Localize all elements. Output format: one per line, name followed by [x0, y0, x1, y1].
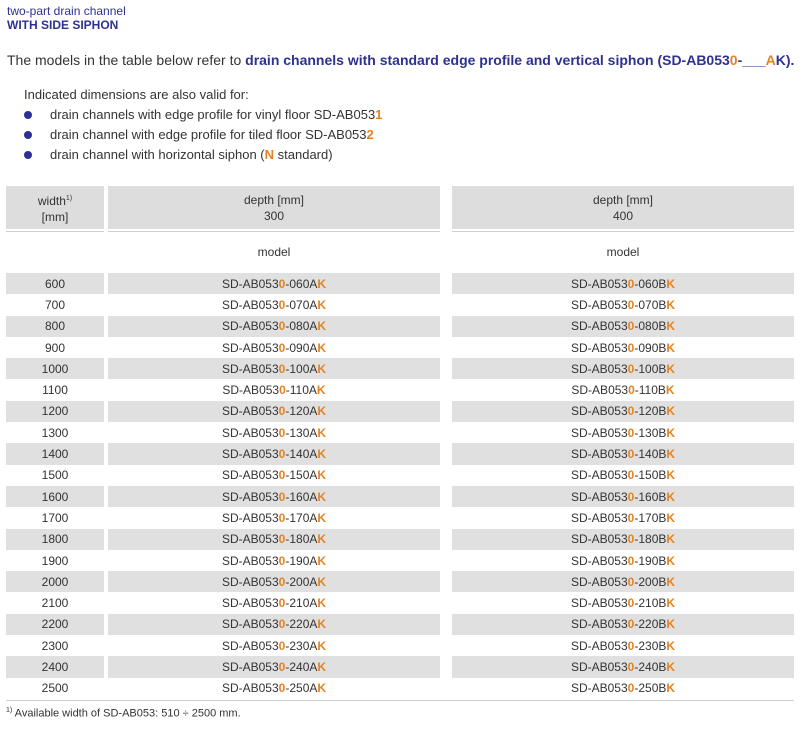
- model-mid: -220A: [285, 617, 318, 632]
- cell-width: 1300: [41, 425, 69, 440]
- cell-model-400: [452, 316, 794, 337]
- model-prefix: SD-AB053: [570, 596, 628, 611]
- model-mid: -180A: [285, 532, 318, 547]
- intro-prefix: The models in the table below refer to: [7, 52, 246, 68]
- model-mid: -190A: [285, 553, 318, 568]
- model-mid: -210A: [285, 596, 318, 611]
- model-highlight: 0: [627, 340, 635, 355]
- model-suffix-k: K: [666, 404, 676, 419]
- model-prefix: SD-AB053: [221, 681, 279, 696]
- model-suffix-k: K: [317, 447, 327, 462]
- model-highlight: 0: [627, 489, 635, 504]
- model-suffix-k: K: [666, 596, 676, 611]
- intro-bold-mid: -___: [737, 52, 766, 68]
- cell-model-400: [452, 635, 794, 656]
- model-highlight: 0: [628, 383, 635, 398]
- model-highlight: 0: [278, 532, 286, 547]
- model-highlight: 0: [278, 340, 286, 355]
- table-row: [6, 443, 794, 464]
- model-highlight: 0: [278, 489, 286, 504]
- model-prefix: SD-AB053: [570, 638, 628, 653]
- model-suffix-k: K: [317, 340, 327, 355]
- header-depth-label: depth [mm]: [592, 192, 654, 207]
- model-suffix-k: K: [317, 361, 327, 376]
- model-mid: -230B: [634, 638, 667, 653]
- model-mid: -130B: [634, 425, 667, 440]
- cell-width: 1200: [6, 401, 104, 422]
- model-prefix: SD-AB053: [570, 553, 628, 568]
- model-highlight: 0: [278, 574, 286, 589]
- model-prefix: SD-AB053: [570, 617, 628, 632]
- table-row: [6, 614, 794, 635]
- cell-width: 2300: [41, 638, 69, 653]
- model-suffix-k: K: [666, 638, 676, 653]
- model-highlight: 0: [278, 659, 286, 674]
- model-mid: -080A: [285, 319, 318, 334]
- model-highlight: 0: [627, 659, 635, 674]
- model-suffix-k: K: [666, 297, 676, 312]
- section-title: WITH SIDE SIPHON: [7, 18, 119, 32]
- model-suffix-k: K: [666, 617, 676, 632]
- model-suffix-k: K: [317, 489, 327, 504]
- cell-width: 1800: [6, 529, 104, 550]
- model-prefix: SD-AB053: [570, 510, 628, 525]
- footnote-mark: 1): [6, 707, 13, 714]
- cell-width: 1500: [41, 468, 69, 483]
- cell-model-300: [108, 379, 440, 400]
- model-table: [6, 186, 794, 701]
- model-suffix-k: K: [666, 447, 676, 462]
- model-highlight: 0: [278, 553, 286, 568]
- validity-item-suffix: standard): [274, 147, 333, 162]
- model-highlight: 0: [627, 447, 635, 462]
- cell-model-400: [452, 294, 794, 315]
- cell-width: 2000: [6, 571, 104, 592]
- validity-item-text: drain channel with edge profile for tiled floor SD-AB053: [50, 127, 367, 142]
- table-row: [6, 550, 794, 571]
- model-prefix: SD-AB053: [570, 340, 628, 355]
- model-mid: -190B: [634, 553, 667, 568]
- cell-width: 2500: [41, 681, 69, 696]
- cell-model-300: [108, 358, 440, 379]
- cell-width: 1900: [41, 553, 69, 568]
- cell-model-400: [452, 678, 794, 699]
- intro-bold-end: K).: [775, 52, 795, 68]
- model-mid: -250B: [634, 681, 667, 696]
- validity-item-highlight: N: [264, 147, 275, 162]
- model-suffix-k: K: [666, 510, 676, 525]
- model-prefix: SD-AB053: [221, 532, 279, 547]
- model-prefix: SD-AB053: [570, 404, 628, 419]
- cell-width: 700: [44, 297, 66, 312]
- model-highlight: 0: [627, 425, 635, 440]
- model-prefix: SD-AB053: [570, 447, 628, 462]
- model-suffix-k: K: [666, 276, 676, 291]
- model-suffix-k: K: [666, 340, 676, 355]
- model-suffix-k: K: [317, 510, 327, 525]
- table-row: [6, 358, 794, 379]
- table-row: [6, 529, 794, 550]
- model-mid: -220B: [634, 617, 667, 632]
- model-highlight: 0: [627, 510, 635, 525]
- model-prefix: SD-AB053: [221, 319, 279, 334]
- cell-model-300: [108, 656, 440, 677]
- cell-model-300: [108, 465, 440, 486]
- cell-model-300: [108, 443, 440, 464]
- header-width-label: width: [37, 193, 66, 208]
- model-suffix-k: K: [317, 404, 327, 419]
- model-mid: -210B: [634, 596, 667, 611]
- cell-model-400: [452, 273, 794, 294]
- subheader-model-400: model: [452, 231, 794, 271]
- validity-item-highlight: 2: [366, 127, 374, 142]
- model-suffix-k: K: [317, 617, 327, 632]
- validity-list: [24, 105, 382, 165]
- model-mid: -150A: [285, 468, 318, 483]
- model-mid: -200B: [634, 574, 667, 589]
- model-prefix: SD-AB053: [221, 553, 279, 568]
- validity-heading: Indicated dimensions are also valid for:: [24, 87, 249, 102]
- model-suffix-k: K: [666, 489, 676, 504]
- model-highlight: 0: [278, 681, 286, 696]
- model-highlight: 0: [278, 361, 286, 376]
- model-prefix: SD-AB053: [571, 383, 629, 398]
- table-row: [6, 635, 794, 656]
- model-mid: -240B: [634, 659, 667, 674]
- cell-model-400: [452, 401, 794, 422]
- model-suffix-k: K: [317, 681, 327, 696]
- model-highlight: 0: [278, 617, 286, 632]
- intro-bold-text: drain channels with standard edge profile and vertical siphon (SD-AB053: [245, 52, 730, 68]
- model-mid: -090B: [634, 340, 667, 355]
- model-suffix-k: K: [666, 681, 676, 696]
- model-suffix-k: K: [317, 659, 327, 674]
- model-suffix-k: K: [666, 659, 676, 674]
- cell-model-300: [108, 507, 440, 528]
- validity-item: [24, 125, 382, 145]
- cell-model-400: [452, 614, 794, 635]
- table-body: [6, 273, 794, 699]
- cell-model-400: [452, 529, 794, 550]
- model-highlight: 0: [627, 617, 635, 632]
- model-prefix: SD-AB053: [570, 489, 628, 504]
- cell-model-400: [452, 550, 794, 571]
- model-mid: -160B: [634, 489, 667, 504]
- cell-model-400: [452, 422, 794, 443]
- cell-model-400: [452, 443, 794, 464]
- model-prefix: SD-AB053: [570, 659, 628, 674]
- table-row: [6, 678, 794, 699]
- table-bottom-rule: [6, 700, 794, 701]
- cell-model-300: [108, 592, 440, 613]
- footnote-text: Available width of SD-AB053: 510 ÷ 2500 mm.: [12, 707, 241, 720]
- cell-model-300: [108, 273, 440, 294]
- table-row: [6, 273, 794, 294]
- header-depth-400: [452, 186, 794, 229]
- intro-highlight-a: A: [765, 52, 776, 68]
- cell-width: 800: [6, 316, 104, 337]
- model-highlight: 0: [627, 596, 635, 611]
- intro-highlight-0: 0: [729, 52, 738, 68]
- model-prefix: SD-AB053: [221, 574, 279, 589]
- cell-width: 1700: [41, 510, 69, 525]
- model-mid: -240A: [285, 659, 318, 674]
- model-suffix-k: K: [316, 383, 326, 398]
- model-suffix-k: K: [317, 276, 327, 291]
- validity-item: [24, 105, 382, 125]
- subheader-empty: [6, 231, 104, 271]
- model-mid: -070B: [634, 297, 667, 312]
- model-mid: -100B: [634, 361, 667, 376]
- model-prefix: SD-AB053: [221, 447, 279, 462]
- model-prefix: SD-AB053: [570, 681, 628, 696]
- model-prefix: SD-AB053: [570, 425, 628, 440]
- cell-model-400: [452, 571, 794, 592]
- model-highlight: 0: [278, 596, 286, 611]
- table-row: [6, 401, 794, 422]
- cell-model-300: [108, 529, 440, 550]
- model-prefix: SD-AB053: [570, 297, 628, 312]
- header-depth-value: 300: [263, 208, 285, 223]
- table-row: [6, 379, 794, 400]
- table-row: [6, 592, 794, 613]
- subheader-model-300: model: [108, 231, 440, 271]
- table-row: [6, 656, 794, 677]
- cell-model-400: [452, 337, 794, 358]
- model-mid: -250A: [285, 681, 318, 696]
- model-highlight: 0: [627, 532, 635, 547]
- model-prefix: SD-AB053: [221, 659, 279, 674]
- cell-model-400: [452, 592, 794, 613]
- table-row: [6, 422, 794, 443]
- model-highlight: 0: [278, 447, 286, 462]
- model-highlight: 0: [627, 319, 635, 334]
- model-suffix-k: K: [666, 425, 676, 440]
- intro-paragraph: [7, 51, 794, 69]
- model-mid: -140A: [285, 447, 318, 462]
- model-mid: -120B: [634, 404, 667, 419]
- model-highlight: 0: [627, 468, 635, 483]
- header-depth-300: [108, 186, 440, 229]
- section-subtitle: two-part drain channel: [7, 4, 126, 18]
- model-highlight: 0: [627, 574, 635, 589]
- cell-model-300: [108, 337, 440, 358]
- model-highlight: 0: [278, 510, 286, 525]
- cell-width: 2100: [41, 596, 69, 611]
- cell-model-400: [452, 465, 794, 486]
- model-mid: -070A: [285, 297, 318, 312]
- model-mid: -170A: [285, 510, 318, 525]
- header-width-unit: [mm]: [41, 209, 69, 224]
- model-mid: -160A: [285, 489, 318, 504]
- model-highlight: 0: [278, 638, 286, 653]
- model-mid: -090A: [285, 340, 318, 355]
- model-suffix-k: K: [317, 468, 327, 483]
- model-mid: -100A: [285, 361, 318, 376]
- cell-model-400: [452, 379, 794, 400]
- model-prefix: SD-AB053: [221, 510, 279, 525]
- model-prefix: SD-AB053: [221, 617, 279, 632]
- validity-item: [24, 145, 382, 165]
- model-suffix-k: K: [317, 532, 327, 547]
- model-highlight: 0: [278, 468, 286, 483]
- cell-model-300: [108, 614, 440, 635]
- model-highlight: 0: [627, 297, 635, 312]
- model-mid: -170B: [634, 510, 667, 525]
- model-mid: -110A: [285, 383, 317, 398]
- model-suffix-k: K: [666, 361, 676, 376]
- model-prefix: SD-AB053: [221, 297, 279, 312]
- model-highlight: 0: [627, 553, 635, 568]
- model-highlight: 0: [627, 276, 635, 291]
- header-depth-label: depth [mm]: [243, 192, 305, 207]
- table-row: [6, 507, 794, 528]
- model-prefix: SD-AB053: [221, 489, 279, 504]
- table-row: [6, 571, 794, 592]
- cell-model-400: [452, 507, 794, 528]
- model-prefix: SD-AB053: [221, 596, 279, 611]
- model-prefix: SD-AB053: [221, 425, 279, 440]
- model-suffix-k: K: [317, 297, 327, 312]
- model-suffix-k: K: [317, 553, 327, 568]
- cell-model-300: [108, 678, 440, 699]
- table-header-row: [6, 186, 794, 229]
- model-highlight: 0: [627, 404, 635, 419]
- cell-model-300: [108, 401, 440, 422]
- model-suffix-k: K: [317, 574, 327, 589]
- model-prefix: SD-AB053: [221, 276, 279, 291]
- model-prefix: SD-AB053: [221, 340, 279, 355]
- model-mid: -120A: [285, 404, 318, 419]
- model-prefix: SD-AB053: [221, 361, 279, 376]
- table-row: [6, 316, 794, 337]
- model-mid: -140B: [634, 447, 667, 462]
- model-prefix: SD-AB053: [570, 319, 628, 334]
- model-mid: -110B: [634, 383, 666, 398]
- cell-width: 1100: [42, 383, 68, 398]
- model-mid: -080B: [634, 319, 667, 334]
- model-suffix-k: K: [317, 638, 327, 653]
- model-suffix-k: K: [666, 574, 676, 589]
- model-suffix-k: K: [317, 319, 327, 334]
- model-suffix-k: K: [665, 383, 675, 398]
- model-prefix: SD-AB053: [570, 468, 628, 483]
- model-highlight: 0: [279, 383, 286, 398]
- model-mid: -150B: [634, 468, 667, 483]
- table-row: [6, 486, 794, 507]
- model-highlight: 0: [278, 404, 286, 419]
- cell-model-300: [108, 550, 440, 571]
- table-row: [6, 337, 794, 358]
- header-width: [6, 186, 104, 229]
- model-suffix-k: K: [666, 553, 676, 568]
- model-highlight: 0: [278, 297, 286, 312]
- bullet-icon: [24, 131, 32, 139]
- table-subheader-row: [6, 231, 794, 271]
- cell-width: 600: [6, 273, 104, 294]
- validity-item-text: drain channel with horizontal siphon (: [50, 147, 265, 162]
- cell-model-300: [108, 635, 440, 656]
- model-highlight: 0: [278, 319, 286, 334]
- cell-model-400: [452, 486, 794, 507]
- table-row: [6, 465, 794, 486]
- model-prefix: SD-AB053: [570, 276, 628, 291]
- model-highlight: 0: [627, 681, 635, 696]
- model-mid: -130A: [285, 425, 318, 440]
- cell-model-300: [108, 316, 440, 337]
- model-highlight: 0: [278, 276, 286, 291]
- cell-width: 900: [44, 340, 66, 355]
- model-highlight: 0: [278, 425, 286, 440]
- model-suffix-k: K: [666, 468, 676, 483]
- cell-model-400: [452, 358, 794, 379]
- table-row: [6, 294, 794, 315]
- validity-item-highlight: 1: [375, 107, 383, 122]
- model-prefix: SD-AB053: [221, 468, 279, 483]
- model-suffix-k: K: [317, 425, 327, 440]
- bullet-icon: [24, 111, 32, 119]
- model-prefix: SD-AB053: [570, 532, 628, 547]
- model-mid: -200A: [285, 574, 318, 589]
- model-suffix-k: K: [317, 596, 327, 611]
- header-width-footnote-mark: 1): [65, 194, 73, 202]
- model-prefix: SD-AB053: [570, 574, 628, 589]
- cell-model-300: [108, 486, 440, 507]
- cell-width: 1000: [6, 358, 104, 379]
- model-highlight: 0: [627, 638, 635, 653]
- cell-width: 2200: [6, 614, 104, 635]
- model-prefix: SD-AB053: [570, 361, 628, 376]
- model-mid: -060B: [634, 276, 667, 291]
- cell-width: 1600: [6, 486, 104, 507]
- cell-model-400: [452, 656, 794, 677]
- bullet-icon: [24, 151, 32, 159]
- model-prefix: SD-AB053: [222, 383, 280, 398]
- model-suffix-k: K: [666, 532, 676, 547]
- model-prefix: SD-AB053: [221, 404, 279, 419]
- cell-model-300: [108, 294, 440, 315]
- validity-item-text: drain channels with edge profile for vinyl floor SD-AB053: [50, 107, 376, 122]
- cell-model-300: [108, 422, 440, 443]
- cell-width: 1400: [6, 443, 104, 464]
- cell-width: 2400: [6, 656, 104, 677]
- cell-model-300: [108, 571, 440, 592]
- model-suffix-k: K: [666, 319, 676, 334]
- model-prefix: SD-AB053: [221, 638, 279, 653]
- footnote: [6, 704, 241, 721]
- intro-bold: [245, 52, 794, 68]
- model-mid: -180B: [634, 532, 667, 547]
- model-mid: -230A: [285, 638, 318, 653]
- header-depth-value: 400: [612, 208, 634, 223]
- model-mid: -060A: [285, 276, 318, 291]
- model-highlight: 0: [627, 361, 635, 376]
